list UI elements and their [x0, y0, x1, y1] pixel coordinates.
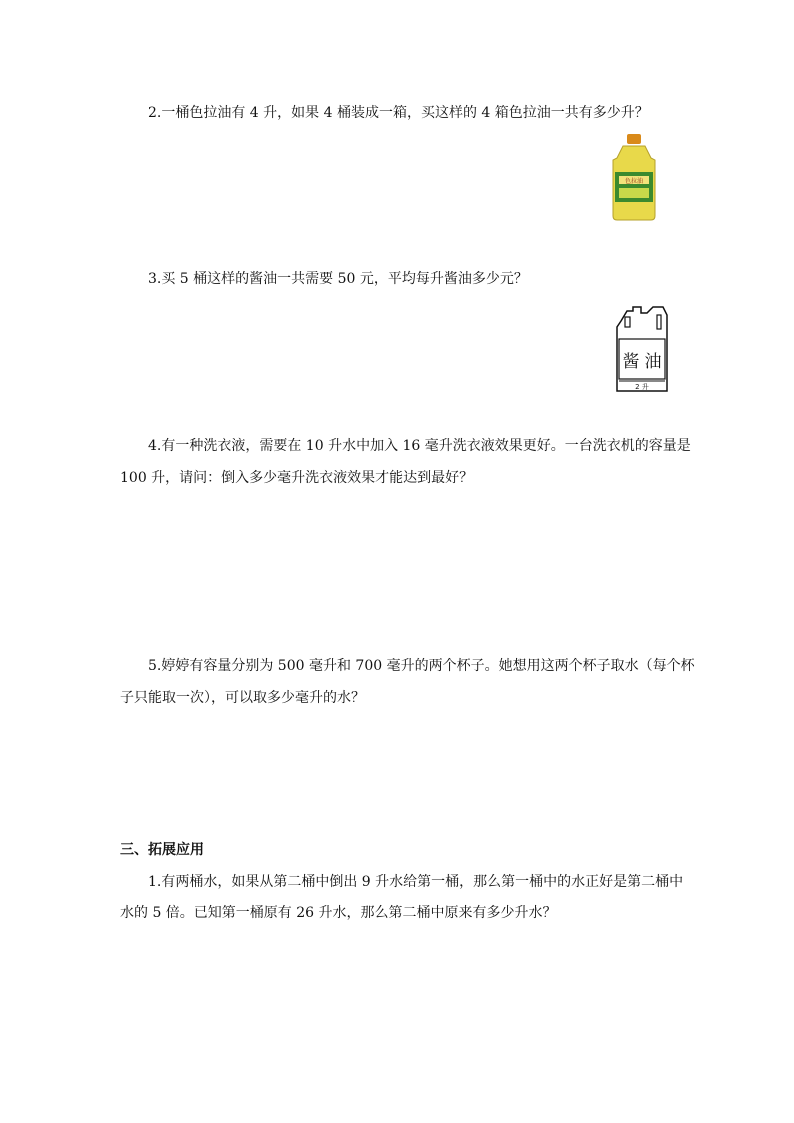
jug-handle-left — [625, 317, 630, 327]
problem-3-number: 3. — [148, 271, 162, 287]
problem-5-text-1: 婷婷有容量分别为 500 毫升和 700 毫升的两个杯子。她想用这两个杯子取水（每个杯 — [161, 658, 695, 674]
soy-sauce-jug-image — [613, 303, 669, 395]
problem-3-line-1 — [148, 269, 528, 289]
jug-volume-text: 2 升 — [635, 383, 649, 391]
section-heading: 三、拓展应用 — [120, 842, 204, 858]
jug-label-char-1: 酱 — [622, 352, 640, 372]
bottle-cap — [627, 134, 641, 144]
extension-problem-1-line-2 — [120, 903, 557, 923]
problem-2-text: 一桶色拉油有 4 升，如果 4 桶装成一箱，买这样的 4 箱色拉油一共有多少升？ — [161, 105, 649, 121]
jug-label-char-2: 油 — [644, 352, 662, 372]
problem-5-line-2 — [120, 688, 365, 708]
bottle-label-picture — [619, 188, 649, 198]
problem-4-line-1 — [148, 436, 691, 456]
problem-4-line-2 — [120, 468, 473, 488]
problem-4-text-2: 100 升，请问：倒入多少毫升洗衣液效果才能达到最好？ — [120, 470, 474, 486]
problem-5-number: 5. — [148, 658, 162, 674]
extension-problem-1-line-1 — [148, 872, 683, 892]
problem-2-number: 2. — [148, 105, 162, 121]
bottle-label-text: 色拉油 — [624, 178, 644, 185]
problem-3-text: 买 5 桶这样的酱油一共需要 50 元，平均每升酱油多少元？ — [161, 271, 528, 287]
problem-4-number: 4. — [148, 438, 162, 454]
cooking-oil-bottle-image — [605, 132, 665, 222]
problem-4-text-1: 有一种洗衣液，需要在 10 升水中加入 16 毫升洗衣液效果更好。一台洗衣机的容量是 — [161, 438, 691, 454]
extension-problem-1-number: 1. — [148, 874, 162, 890]
extension-problem-1-text-1: 有两桶水，如果从第二桶中倒出 9 升水给第一桶，那么第一桶中的水正好是第二桶中 — [161, 874, 684, 890]
problem-5-text-2: 子只能取一次），可以取多少毫升的水？ — [120, 690, 365, 706]
problem-5-line-1 — [148, 656, 695, 676]
jug-handle-right — [657, 315, 661, 329]
extension-problem-1-text-2: 水的 5 倍。已知第一桶原有 26 升水，那么第二桶中原来有多少升水？ — [120, 905, 557, 921]
problem-2-line-1 — [148, 103, 649, 123]
